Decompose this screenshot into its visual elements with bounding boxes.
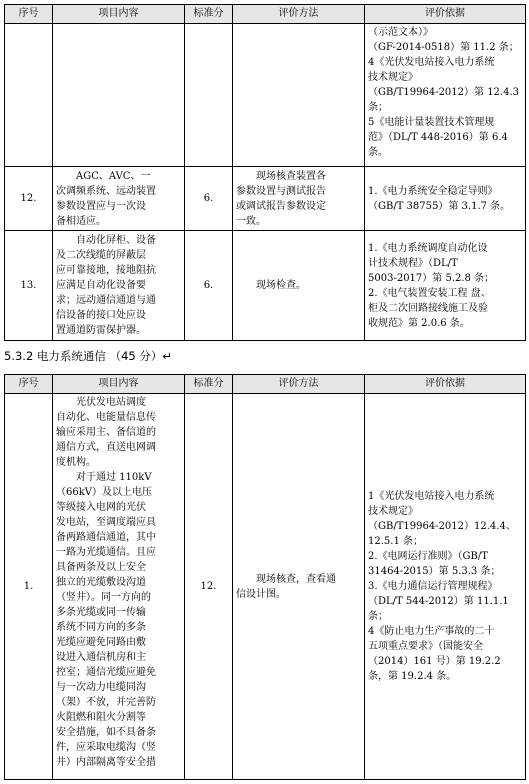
table-row xyxy=(5,24,526,167)
content-line: 求；远动通信通道与通 xyxy=(56,295,156,306)
basis-line: 条； xyxy=(368,102,388,113)
evaluation-table-1 xyxy=(4,4,526,341)
content-line: 火阻燃和阻火分割等 xyxy=(56,712,146,723)
content-line: 备相适应。 xyxy=(56,215,106,227)
header-no: 序号 xyxy=(5,5,53,24)
row-content xyxy=(53,231,185,341)
header-method: 评价方法 xyxy=(233,375,365,394)
evaluation-table-2 xyxy=(4,374,526,780)
header-content: 项目内容 xyxy=(53,375,185,394)
row-no: 1. xyxy=(5,394,53,780)
table-header-row xyxy=(5,5,526,24)
basis-line: 五项重点要求》（国能安全 xyxy=(368,641,483,652)
content-line: 参数设置应与一次设 xyxy=(56,200,146,212)
content-line: 多条光缆或同一传输 xyxy=(56,607,146,618)
basis-line: （GB/T 38755）第 3.1.7 条。 xyxy=(368,200,511,212)
row-method xyxy=(233,394,365,780)
method-line: 现场核查装置各 xyxy=(256,170,326,182)
table-header-row xyxy=(5,375,526,394)
basis-line: 12.5.1 条； xyxy=(368,536,423,547)
row-method xyxy=(233,24,365,167)
basis-line: （DL/T 544-2012）第 11.1.1 xyxy=(368,596,509,607)
content-line: 系统不同方向的多条 xyxy=(56,622,146,633)
row-method xyxy=(233,231,365,341)
basis-line: 4《光伏发电站接入电力系统 xyxy=(368,57,495,68)
content-line: 应可靠接地，接地阻抗 xyxy=(56,265,156,276)
content-line: 信设备的接口处应设 xyxy=(56,310,146,321)
content-line: 光缆应避免同路由敷 xyxy=(56,637,146,648)
content-line: 件，应采取电缆沟（竖 xyxy=(56,742,156,753)
basis-line: （GB/T19964-2012）12.4.4、 xyxy=(368,521,516,532)
basis-line: 1.《电力系统安全稳定导则》 xyxy=(368,185,498,197)
content-line: 备两路通信通道，其中 xyxy=(56,532,156,543)
basis-line: 技术规定》 xyxy=(368,506,418,517)
content-line: 等级接入电网的光伏 xyxy=(56,502,146,513)
content-line: 置通道防雷保护器。 xyxy=(56,325,146,336)
row-score: 12. xyxy=(185,394,233,780)
header-basis: 评价依据 xyxy=(365,5,526,24)
basis-line: 1《光伏发电站接入电力系统 xyxy=(368,491,495,502)
content-line: 自动化屏柜、设备 xyxy=(76,235,156,246)
content-line: 井）内部隔离等安全措 xyxy=(56,757,156,768)
section-title: 5.3.2 电力系统通信 （45 分）↵ xyxy=(4,349,172,363)
row-basis xyxy=(365,394,526,780)
row-content xyxy=(53,394,185,780)
content-line: 具备两条及以上安全 xyxy=(56,562,146,573)
content-line: AGC、AVC、一 xyxy=(76,170,151,182)
method-line: 一致。 xyxy=(236,215,266,227)
basis-line: 收规范》第 2.0.6 条。 xyxy=(368,317,470,329)
basis-line: 技术规定》 xyxy=(368,72,418,83)
basis-line: 范》（DL/T 448-2016）第 6.4 xyxy=(368,132,508,143)
basis-line: 柜及二次回路接线施工及验 xyxy=(368,302,488,314)
basis-line: 条。 xyxy=(368,147,388,158)
content-line: 光伏发电站调度 xyxy=(76,397,146,408)
basis-line: 2.《电网运行准则》（GB/T xyxy=(368,551,488,562)
header-no: 序号 xyxy=(5,375,53,394)
header-score: 标准分 xyxy=(185,5,233,24)
table-row xyxy=(5,394,526,780)
row-method xyxy=(233,167,365,231)
content-line: 发电站，至调度端应具 xyxy=(56,517,156,528)
method-line: 参数设置与测试报告 xyxy=(236,185,326,197)
row-content xyxy=(53,167,185,231)
content-line: 度机构。 xyxy=(56,457,96,468)
basis-line: 1.《电力系统调度自动化设 xyxy=(368,242,488,254)
row-score: 6. xyxy=(185,231,233,341)
method-line: 或调试报告参数设定 xyxy=(236,200,326,212)
row-no: 12. xyxy=(5,167,53,231)
basis-line: （示范文本）》 xyxy=(368,27,433,38)
basis-line: 5《电能计量装置技术管理规 xyxy=(368,117,495,128)
method-line: 现场核查，查看通 xyxy=(256,573,336,585)
method-line: 信设计图。 xyxy=(236,588,286,600)
basis-line: （2014）161 号）第 19.2.2 xyxy=(368,656,501,667)
content-line: 通信方式，直送电网调 xyxy=(56,442,156,453)
content-line: 与一次动力电缆同沟 xyxy=(56,682,146,693)
method-line: 现场检查。 xyxy=(256,280,306,291)
content-line: 次调频系统、远动装置 xyxy=(56,185,156,197)
row-no xyxy=(5,24,53,167)
content-line: 一路为光缆通信。且应 xyxy=(56,547,156,558)
content-line: 设进入通信机房和主 xyxy=(56,652,146,663)
row-no: 13. xyxy=(5,231,53,341)
basis-line: 2.《电气装置安装工程 盘、 xyxy=(368,287,491,299)
basis-line: 31464-2015）第 5.3.3 条； xyxy=(368,566,501,577)
header-basis: 评价依据 xyxy=(365,375,526,394)
header-content: 项目内容 xyxy=(53,5,185,24)
basis-line: （GF-2014-0518）第 11.2 条； xyxy=(368,42,519,53)
content-line: 对于通过 110kV xyxy=(76,472,152,483)
basis-line: （GB/T19964-2012）第 12.4.3 xyxy=(368,87,520,98)
row-score xyxy=(185,24,233,167)
content-line: 控室；通信光缆应避免 xyxy=(56,667,156,678)
content-line: 自动化、电能量信息传 xyxy=(56,412,156,423)
basis-line: 条； xyxy=(368,611,388,622)
row-basis xyxy=(365,167,526,231)
basis-line: 5003-2017）第 5.2.8 条； xyxy=(368,272,495,284)
basis-line: 4《防止电力生产事故的二十 xyxy=(368,626,495,637)
content-line: 独立的光缆敷设沟道 xyxy=(56,577,146,588)
row-basis xyxy=(365,24,526,167)
content-line: 输应采用主、备信道的 xyxy=(56,427,156,438)
content-line: （66kV）及以上电压 xyxy=(56,487,153,498)
header-score: 标准分 xyxy=(185,375,233,394)
header-method: 评价方法 xyxy=(233,5,365,24)
row-content xyxy=(53,24,185,167)
content-line: 及二次线缆的屏蔽层 xyxy=(56,250,146,261)
table-row xyxy=(5,167,526,231)
basis-line: 条，第 19.2.4 条。 xyxy=(368,671,457,682)
table-row xyxy=(5,231,526,341)
content-line: 应满足自动化设备要 xyxy=(56,280,146,291)
row-score: 6. xyxy=(185,167,233,231)
basis-line: 3.《电力通信运行管理规程》 xyxy=(368,581,498,592)
content-line: （架）不放，并完善防 xyxy=(56,697,156,708)
content-line: （竖井）。同一方向的 xyxy=(56,592,151,603)
content-line: 安全措施，如不具备条 xyxy=(56,727,156,738)
basis-line: 计技术规程》（DL/T xyxy=(368,257,458,269)
row-basis xyxy=(365,231,526,341)
